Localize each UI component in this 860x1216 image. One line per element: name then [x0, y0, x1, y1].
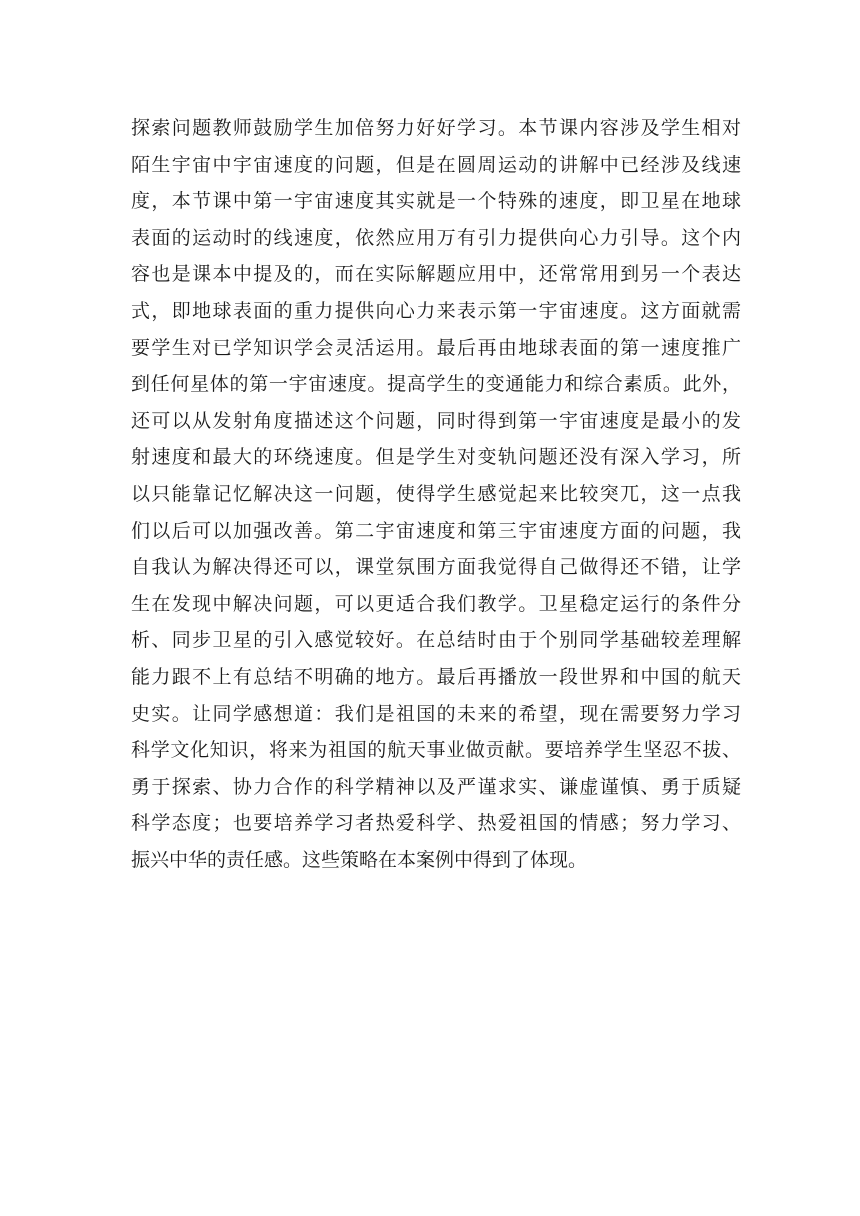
text-line: 史实。让同学感想道：我们是祖国的未来的希望，现在需要努力学习 — [131, 702, 741, 725]
text-line: 自我认为解决得还可以，课堂氛围方面我觉得自己做得还不错，让学 — [131, 556, 741, 579]
text-line: 式，即地球表面的重力提供向心力来表示第一宇宙速度。这方面就需 — [131, 299, 741, 322]
text-line: 以只能靠记忆解决这一问题，使得学生感觉起来比较突兀，这一点我 — [131, 482, 741, 505]
text-line: 勇于探索、协力合作的科学精神以及严谨求实、谦虚谨慎、勇于质疑 — [131, 775, 741, 798]
text-line: 射速度和最大的环绕速度。但是学生对变轨问题还没有深入学习，所 — [131, 446, 741, 469]
text-line: 还可以从发射角度描述这个问题，同时得到第一宇宙速度是最小的发 — [131, 409, 741, 432]
text-line: 们以后可以加强改善。第二宇宙速度和第三宇宙速度方面的问题，我 — [131, 519, 741, 542]
text-line: 要学生对已学知识学会灵活运用。最后再由地球表面的第一速度推广 — [131, 336, 741, 359]
text-line: 生在发现中解决问题，可以更适合我们教学。卫星稳定运行的条件分 — [131, 592, 741, 615]
text-line: 容也是课本中提及的，而在实际解题应用中，还常常用到另一个表达 — [131, 263, 741, 286]
text-line: 振兴中华的责任感。这些策略在本案例中得到了体现。 — [131, 848, 588, 871]
text-line: 能力跟不上有总结不明确的地方。最后再播放一段世界和中国的航天 — [131, 665, 741, 688]
text-line: 探索问题教师鼓励学生加倍努力好好学习。本节课内容涉及学生相对 — [131, 117, 741, 139]
body-paragraph — [131, 110, 741, 878]
text-line: 度，本节课中第一宇宙速度其实就是一个特殊的速度，即卫星在地球 — [131, 190, 741, 213]
text-line: 析、同步卫星的引入感觉较好。在总结时由于个别同学基础较差理解 — [131, 629, 741, 652]
text-line: 科学文化知识，将来为祖国的航天事业做贡献。要培养学生坚忍不拔、 — [131, 739, 741, 762]
text-line: 表面的运动时的线速度，依然应用万有引力提供向心力引导。这个内 — [131, 226, 741, 249]
text-line: 到任何星体的第一宇宙速度。提高学生的变通能力和综合素质。此外， — [131, 373, 741, 396]
text-line: 陌生宇宙中宇宙速度的问题，但是在圆周运动的讲解中已经涉及线速 — [131, 153, 741, 176]
text-line: 科学态度；也要培养学习者热爱科学、热爱祖国的情感；努力学习、 — [131, 812, 741, 835]
